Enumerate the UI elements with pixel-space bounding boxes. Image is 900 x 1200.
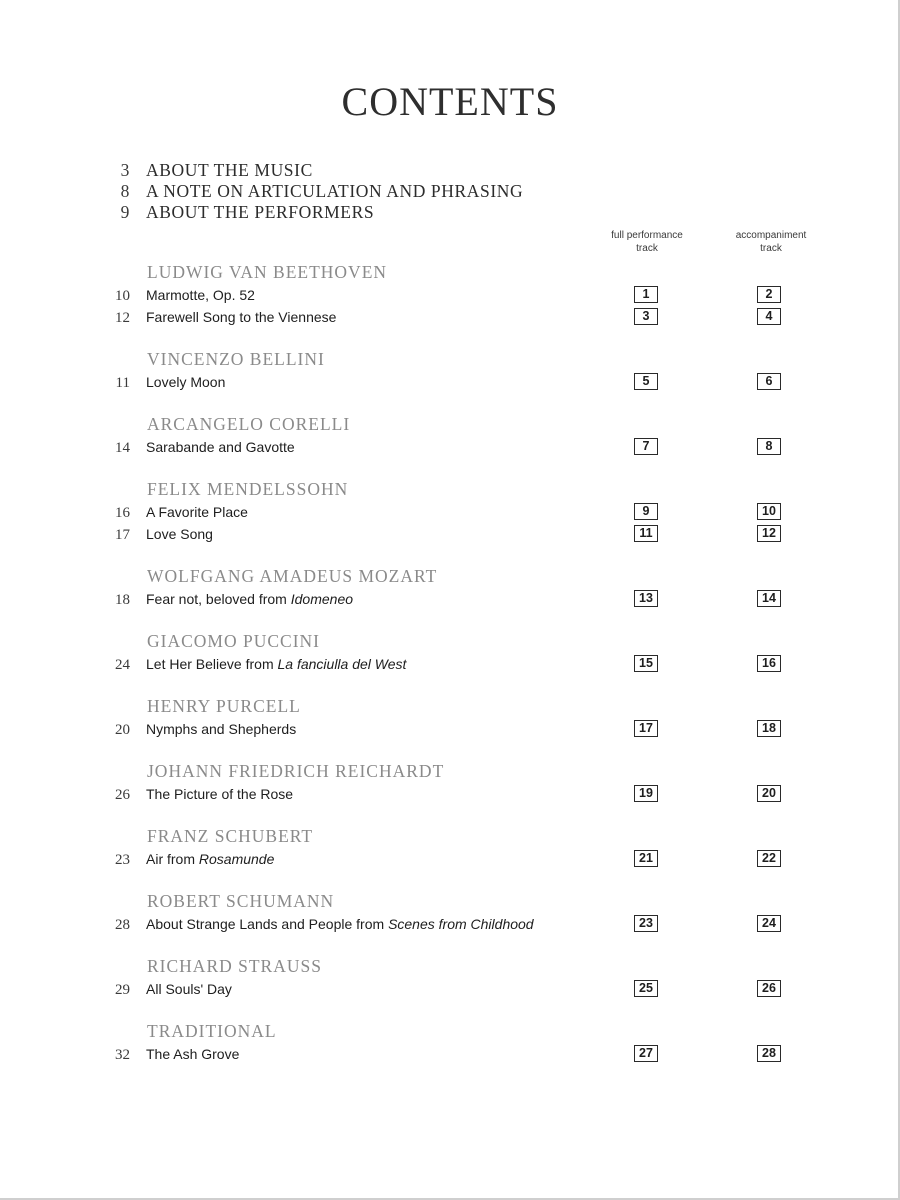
- page-number: 29: [115, 982, 130, 998]
- composer-name: HENRY PURCELL: [147, 696, 301, 716]
- piece-title: [146, 916, 534, 932]
- composer-name: LUDWIG VAN BEETHOVEN: [147, 262, 388, 282]
- intro-label: ABOUT THE MUSIC: [146, 160, 313, 180]
- accompaniment-track-number: 2: [757, 286, 781, 303]
- composer-group: [100, 566, 820, 610]
- piece-row[interactable]: [100, 501, 820, 523]
- piece-title-text: Lovely Moon: [146, 374, 226, 390]
- page-number: 8: [120, 181, 130, 201]
- work-title: Rosamunde: [198, 851, 275, 867]
- accompaniment-track-number: 18: [757, 720, 781, 737]
- accompaniment-track-number: 6: [757, 373, 781, 390]
- piece-title-text: Marmotte, Op. 52: [146, 287, 255, 303]
- piece-row[interactable]: [100, 523, 820, 545]
- accompaniment-track-number: 16: [757, 655, 781, 672]
- composer-group: [100, 262, 820, 328]
- composer-name: JOHANN FRIEDRICH REICHARDT: [147, 761, 445, 781]
- composer-group: [100, 1021, 820, 1065]
- intro-item[interactable]: [100, 160, 523, 181]
- full-performance-track-number: 19: [634, 785, 658, 802]
- full-performance-track-number: 7: [634, 438, 658, 455]
- piece-row[interactable]: [100, 848, 820, 870]
- full-performance-track-number: 9: [634, 503, 658, 520]
- composer-group: [100, 956, 820, 1000]
- piece-title-text: The Ash Grove: [146, 1046, 240, 1062]
- piece-title: [146, 591, 353, 607]
- page-number: 28: [115, 917, 130, 933]
- full-performance-track-number: 3: [634, 308, 658, 325]
- piece-row[interactable]: [100, 653, 820, 675]
- composer-group: [100, 479, 820, 545]
- composer-name: VINCENZO BELLINI: [147, 349, 325, 369]
- piece-title: [146, 721, 296, 737]
- piece-row[interactable]: [100, 306, 820, 328]
- work-title: La fanciulla del West: [277, 656, 407, 672]
- piece-title-text: Let Her Believe from: [146, 656, 278, 672]
- accompaniment-track-number: 8: [757, 438, 781, 455]
- composer-name: FELIX MENDELSSOHN: [147, 479, 349, 499]
- page-number: 17: [115, 527, 130, 543]
- composer-name: TRADITIONAL: [147, 1021, 277, 1041]
- intro-label: ABOUT THE PERFORMERS: [146, 202, 375, 222]
- composer-name: RICHARD STRAUSS: [147, 956, 322, 976]
- work-title: Idomeneo: [290, 591, 354, 607]
- composer-group: [100, 891, 820, 935]
- piece-title: [146, 786, 293, 802]
- piece-title-text: All Souls' Day: [146, 981, 232, 997]
- intro-list: [100, 160, 523, 223]
- page-number: 11: [115, 375, 130, 391]
- accompaniment-track-number: 12: [757, 525, 781, 542]
- piece-title-text: Fear not, beloved from: [146, 591, 291, 607]
- page-number: 12: [115, 310, 130, 326]
- full-performance-track-number: 27: [634, 1045, 658, 1062]
- full-performance-track-number: 5: [634, 373, 658, 390]
- piece-title: [146, 287, 255, 303]
- piece-row[interactable]: [100, 436, 820, 458]
- accompaniment-track-number: 14: [757, 590, 781, 607]
- page-number: 23: [115, 852, 130, 868]
- piece-title-text: A Favorite Place: [146, 504, 248, 520]
- piece-title: [146, 504, 248, 520]
- piece-title: [146, 656, 406, 672]
- composer-group: [100, 631, 820, 675]
- piece-row[interactable]: [100, 718, 820, 740]
- full-performance-track-number: 23: [634, 915, 658, 932]
- work-title: Scenes from Childhood: [388, 916, 534, 932]
- page-number: 10: [115, 288, 130, 304]
- piece-title-text: Air from: [146, 851, 199, 867]
- column-header-line: track: [760, 243, 782, 254]
- piece-title-text: The Picture of the Rose: [146, 786, 294, 802]
- piece-row[interactable]: [100, 978, 820, 1000]
- page-number: 26: [115, 787, 130, 803]
- page-number: 3: [120, 160, 130, 180]
- composer-group: [100, 349, 820, 393]
- piece-title-text: About Strange Lands and People from: [146, 916, 389, 932]
- accompaniment-track-header: [716, 229, 826, 255]
- column-header-line: accompaniment: [735, 230, 807, 241]
- composer-name: GIACOMO PUCCINI: [147, 631, 320, 651]
- full-performance-track-number: 25: [634, 980, 658, 997]
- composer-name: FRANZ SCHUBERT: [147, 826, 314, 846]
- piece-title: [146, 1046, 239, 1062]
- page-number: 20: [115, 722, 130, 738]
- piece-title: [146, 309, 336, 325]
- piece-title: [146, 439, 295, 455]
- accompaniment-track-number: 10: [757, 503, 781, 520]
- piece-row[interactable]: [100, 913, 820, 935]
- piece-title-text: Farewell Song to the Viennese: [146, 309, 337, 325]
- page-number: 18: [115, 592, 130, 608]
- composer-group: [100, 414, 820, 458]
- accompaniment-track-number: 26: [757, 980, 781, 997]
- accompaniment-track-number: 20: [757, 785, 781, 802]
- piece-title: [146, 374, 225, 390]
- composer-list: [100, 262, 820, 1086]
- piece-row[interactable]: [100, 1043, 820, 1065]
- full-performance-track-number: 17: [634, 720, 658, 737]
- piece-title-text: Nymphs and Shepherds: [146, 721, 297, 737]
- composer-group: [100, 761, 820, 805]
- page-number: 14: [115, 440, 130, 456]
- full-performance-track-header: [592, 229, 702, 255]
- page-number: 16: [115, 505, 130, 521]
- accompaniment-track-number: 22: [757, 850, 781, 867]
- page-number: 32: [115, 1047, 130, 1063]
- accompaniment-track-number: 4: [757, 308, 781, 325]
- piece-row[interactable]: [100, 588, 820, 610]
- accompaniment-track-number: 24: [757, 915, 781, 932]
- piece-title: [146, 981, 232, 997]
- accompaniment-track-number: 28: [757, 1045, 781, 1062]
- full-performance-track-number: 15: [634, 655, 658, 672]
- full-performance-track-number: 11: [634, 525, 658, 542]
- composer-name: WOLFGANG AMADEUS MOZART: [147, 566, 438, 586]
- page-number: 9: [120, 202, 130, 222]
- full-performance-track-number: 21: [634, 850, 658, 867]
- intro-label: A NOTE ON ARTICULATION AND PHRASING: [146, 181, 524, 201]
- full-performance-track-number: 13: [634, 590, 658, 607]
- piece-title: [146, 526, 213, 542]
- page-number: 24: [115, 657, 130, 673]
- composer-group: [100, 696, 820, 740]
- page-title: CONTENTS: [341, 79, 559, 124]
- piece-row[interactable]: [100, 371, 820, 393]
- column-header-line: track: [636, 243, 658, 254]
- column-header-line: full performance: [611, 230, 683, 241]
- piece-title-text: Love Song: [146, 526, 213, 542]
- piece-row[interactable]: [100, 284, 820, 306]
- full-performance-track-number: 1: [634, 286, 658, 303]
- piece-title: [146, 851, 274, 867]
- intro-item[interactable]: [100, 181, 523, 202]
- composer-name: ROBERT SCHUMANN: [147, 891, 335, 911]
- piece-row[interactable]: [100, 783, 820, 805]
- composer-name: ARCANGELO CORELLI: [147, 414, 351, 434]
- composer-group: [100, 826, 820, 870]
- intro-item[interactable]: [100, 202, 523, 223]
- piece-title-text: Sarabande and Gavotte: [146, 439, 295, 455]
